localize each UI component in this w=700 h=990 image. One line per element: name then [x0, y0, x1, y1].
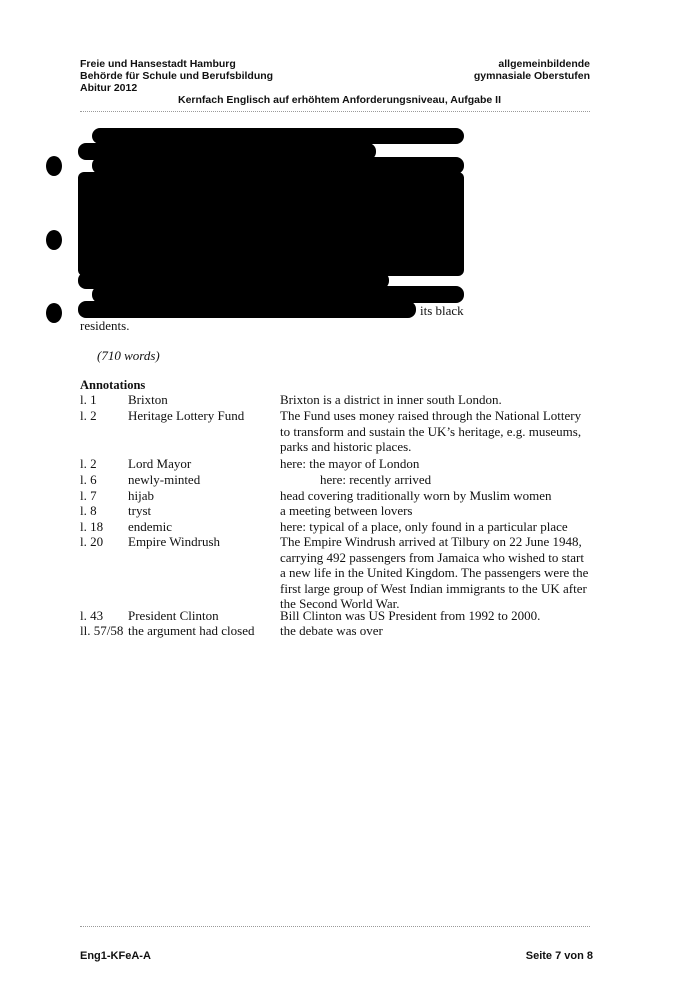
line-ref: l. 7 — [80, 488, 97, 503]
header-line: allgemeinbildende — [498, 58, 590, 70]
header-line: Freie und Hansestadt Hamburg — [80, 58, 236, 70]
annotation-term: President Clinton — [128, 608, 219, 623]
annotation-definition: Brixton is a district in inner south London. — [280, 392, 502, 407]
annotation-definition: The Empire Windrush arrived at Tilbury on 22 June 1948, carrying 492 passengers from Jamaica who wished to start a new life in the United Kingdom. The passengers were the first large group of West Indian immigrants to the UK after the Second World War. — [280, 534, 589, 611]
annotation-term: newly-minted — [128, 472, 201, 487]
header-line: Behörde für Schule und Berufsbildung — [80, 70, 274, 82]
header-line: gymnasiale Oberstufen — [473, 70, 590, 82]
annotation-definition: a meeting between lovers — [280, 503, 413, 518]
annotation-definition: here: typical of a place, only found in a particular place — [280, 519, 568, 534]
annotation-definition: here: recently arrived — [320, 472, 432, 487]
header-line: Abitur 2012 — [80, 82, 138, 94]
line-ref: l. 6 — [80, 472, 97, 487]
line-ref: l. 2 — [80, 456, 97, 471]
annotation-definition: here: the mayor of London — [280, 456, 420, 471]
footer-rule — [80, 926, 590, 927]
line-ref: ll. 57/58 — [80, 623, 124, 638]
line-ref: l. 43 — [80, 608, 104, 623]
header-rule — [80, 111, 590, 112]
annotation-definition: Bill Clinton was US President from 1992 to 2000. — [280, 608, 541, 623]
margin-marker — [46, 156, 62, 176]
margin-marker — [46, 230, 62, 250]
annotation-term: hijab — [128, 488, 154, 503]
annotation-term: Lord Mayor — [128, 456, 192, 471]
line-ref: l. 1 — [80, 392, 97, 407]
line-ref: l. 18 — [80, 519, 104, 534]
passage-tail-text: its black — [420, 303, 464, 318]
header-institution — [80, 58, 273, 94]
redaction-bar — [78, 172, 464, 276]
line-ref: l. 8 — [80, 503, 97, 518]
annotation-term: endemic — [128, 519, 173, 534]
word-count: (710 words) — [97, 348, 160, 363]
redaction-bar — [92, 128, 464, 144]
annotation-definition: head covering traditionally worn by Muslim women — [280, 488, 552, 503]
annotations-heading: Annotations — [80, 378, 146, 392]
page-number: Seite 7 von 8 — [525, 950, 593, 962]
exam-title: Kernfach Englisch auf erhöhtem Anforderungsniveau, Aufgabe II — [178, 94, 502, 106]
line-ref: l. 2 — [80, 408, 97, 423]
document-code: Eng1-KFeA-A — [80, 950, 151, 962]
annotation-definition: The Fund uses money raised through the National Lottery to transform and sustain the UK’s heritage, e.g. museums, parks and historic places. — [280, 408, 582, 454]
annotation-definition: the debate was over — [280, 623, 383, 638]
margin-marker — [46, 303, 62, 323]
line-ref: l. 20 — [80, 534, 104, 549]
redaction-bar — [78, 301, 416, 318]
annotation-term: Heritage Lottery Fund — [128, 408, 245, 423]
annotation-term: tryst — [128, 503, 152, 518]
passage-last-word: residents. — [80, 318, 130, 333]
annotation-term: Brixton — [128, 392, 168, 407]
annotation-term: Empire Windrush — [128, 534, 221, 549]
annotation-term: the argument had closed — [128, 623, 255, 638]
header-school-type — [474, 58, 590, 82]
